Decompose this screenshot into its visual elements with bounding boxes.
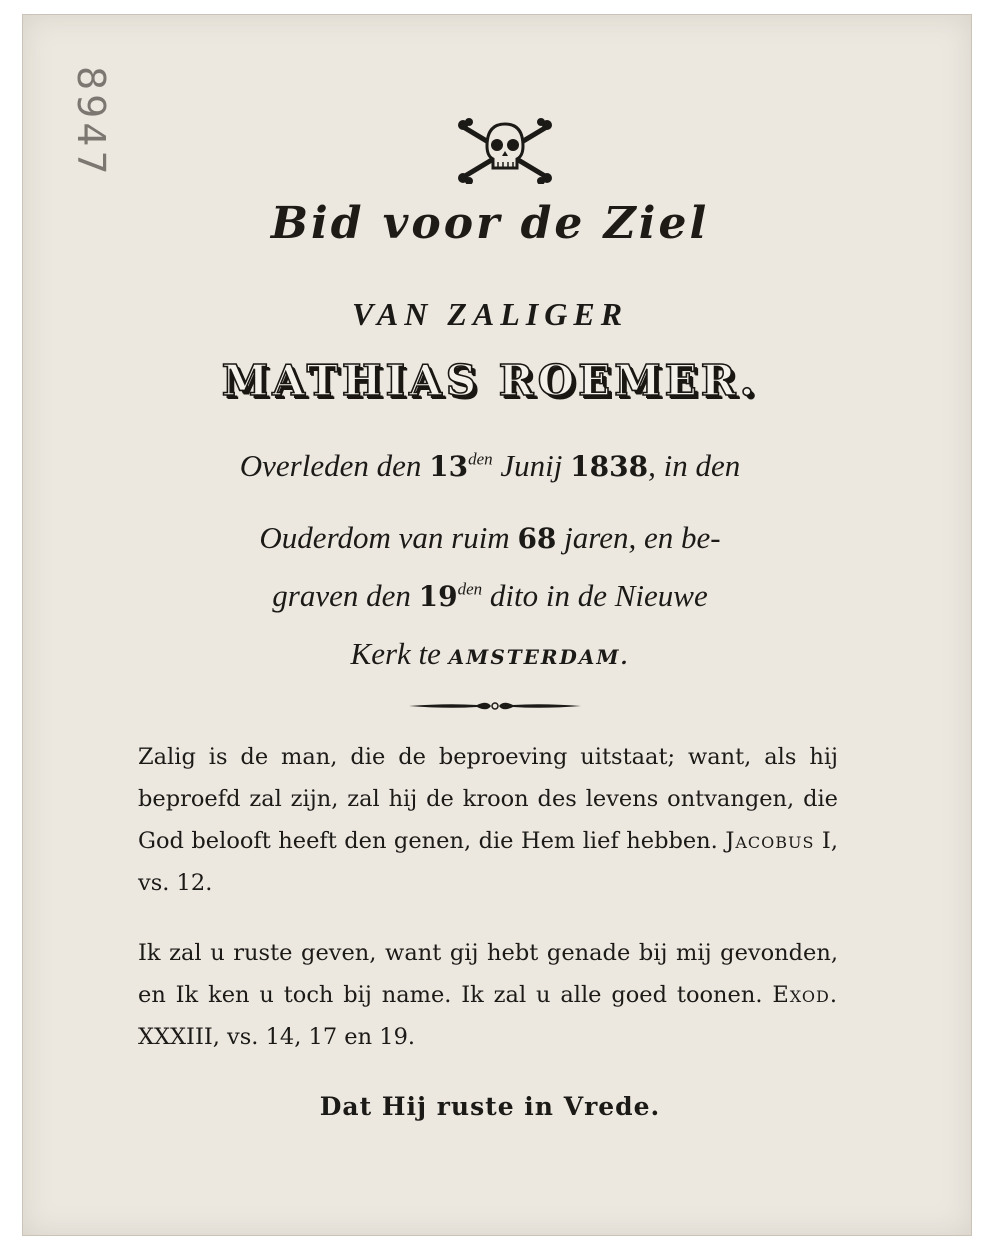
quote-reference-book: Exod. — [772, 982, 838, 1008]
scripture-quote-jacobus — [138, 736, 838, 904]
day-number: 13 — [429, 450, 469, 483]
skull-and-crossbones-icon — [455, 118, 555, 184]
age-number: 68 — [517, 522, 557, 555]
closing-line: Dat Hij ruste in Vrede. — [319, 1092, 661, 1121]
ornamental-divider — [407, 697, 583, 715]
text-fragment: Overleden den — [239, 448, 430, 483]
quote-text: Zalig is de man, die de beproeving uitstaat; want, als hij beproefd zal zijn, zal hij de kroon des levens ontvangen, die God belooft heeft den genen, die Hem lief hebben. — [138, 744, 838, 854]
text-fragment: jaren, en be- — [556, 520, 721, 555]
year-number: 1838 — [570, 450, 649, 483]
text-fragment: Kerk te — [350, 636, 449, 671]
quote-reference-book: Jacobus — [725, 828, 815, 854]
ordinal-suffix: den — [468, 449, 493, 469]
text-fragment: dito in de Nieuwe — [482, 578, 708, 613]
heading-van-zaliger: VAN ZALIGER — [351, 296, 629, 332]
burial-day-number: 19 — [418, 580, 458, 613]
text-fragment: graven den — [272, 578, 419, 613]
scripture-quote-exodus — [138, 932, 838, 1058]
quote-reference-verse: I, vs. 12. — [138, 828, 838, 896]
deceased-name: MATHIAS ROEMER. — [221, 356, 759, 405]
ordinal-suffix: den — [457, 579, 483, 599]
text-fragment: , in den — [648, 448, 741, 483]
text-fragment: Ouderdom van ruim — [259, 520, 518, 555]
archive-number: 8947 — [69, 66, 113, 179]
death-date-line — [60, 448, 920, 484]
quote-text: Ik zal u ruste geven, want gij hebt genade bij mij gevonden, en Ik ken u toch bij name. Ik zal u alle goed toonen. — [138, 940, 838, 1008]
age-line — [60, 520, 920, 556]
text-fragment: Junij — [492, 448, 571, 483]
church-line — [60, 636, 920, 672]
heading-bid-voor-de-ziel: Bid voor de Ziel — [270, 198, 710, 249]
burial-line — [60, 578, 920, 614]
city-name: AMSTERDAM. — [448, 645, 630, 669]
quote-reference-verse: XXXIII, vs. 14, 17 en 19. — [138, 1024, 416, 1050]
